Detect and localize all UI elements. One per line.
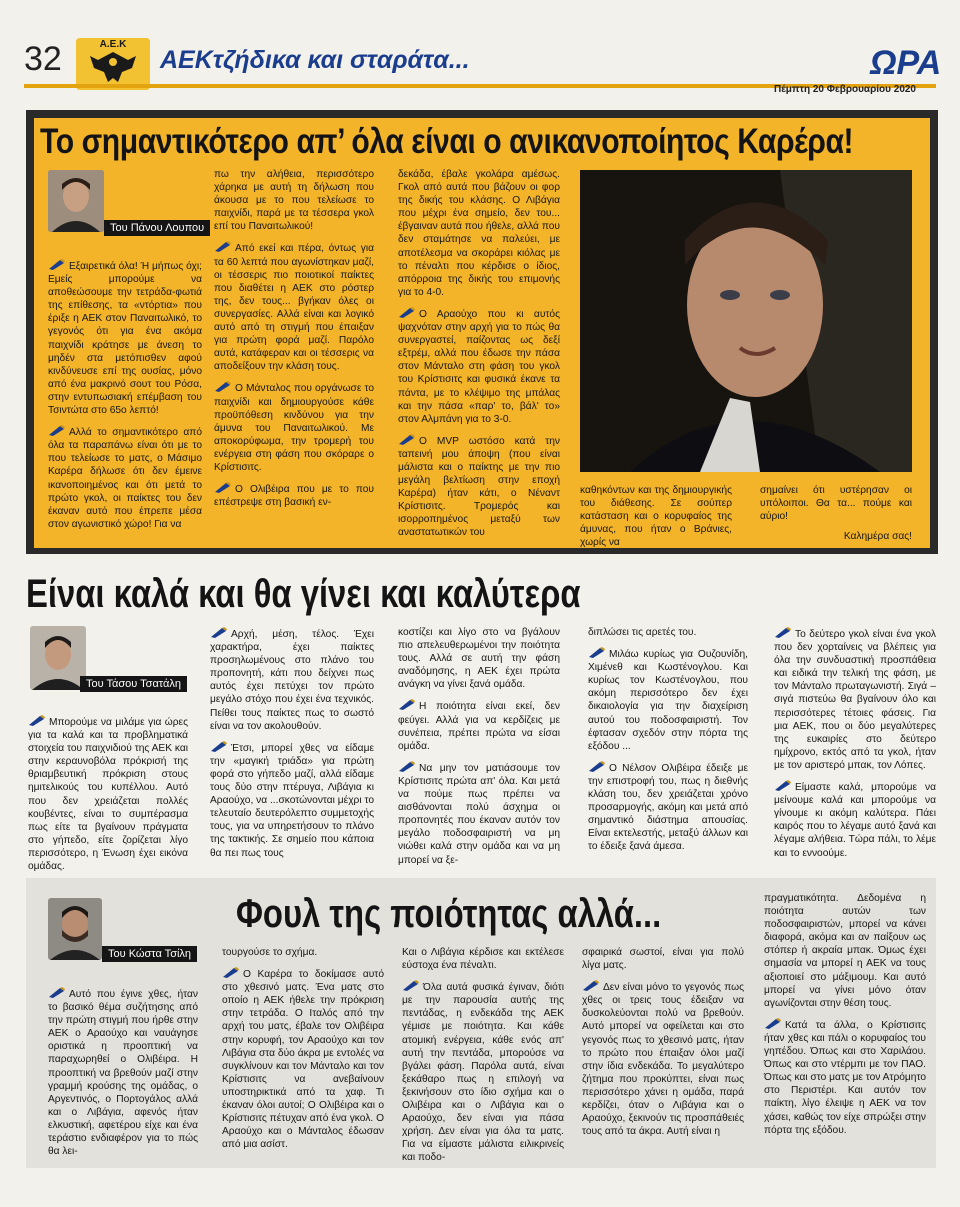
pen-bullet-icon — [210, 740, 228, 752]
paragraph: Εξαιρετικά όλα! Ή μήπως όχι; Εμείς μπορούμε να αποθεώσουμε την τετράδα-φωτιά της επίθεσης, τα «ντόρτια» που έριξε η ΑΕΚ στον Παναιτωλικό, το γεγονός ότι για ένα ακόμα παιχνίδι κράτησε με άνεση το μηδέν στα μετόπισθεν αφού κινδύνευσε επί της ουσίας, μόνο από ένα μακρινό σουτ του Ρόσα, στην εντυπωσιακή επέμβαση του Τσιντώτα στο 65ο λεπτό! — [48, 258, 202, 417]
paragraph: Ο MVP ωστόσο κατά την ταπεινή μου άποψη (που είναι μάλιστα και ο παίκτης με την πιο μεγάλη βελτίωση στην εποχή Καρέρα) ήταν κάτι, ο Νέναντ Κρίστισιτς. Τρομερός και ισορροπημένος μεταξύ των αναστατωτικών του — [398, 433, 560, 540]
pen-bullet-icon — [402, 979, 420, 991]
paragraph: Ο Καρέρα το δοκίμασε αυτό στο χθεσινό ματς. Ένα ματς στο οποίο η ΑΕΚ ήθελε την πρόκριση στην τετράδα. Ο Ιταλός από την αρχή του ματς, έβαλε τον Ολιβέιρα στην κορυφή, τον Αραούχο και τον Λιβάγια στα δύο άκρα με εντολές να συγκλίνουν και τον Μάνταλο και τον Κρίστισιτς να ανεβαίνουν υποστηρικτικά από τα χαφ. Τι έκαναν όλοι αυτοί; Ο Ολιβέιρα και ο Κρίστισιτς πέτυχαν από ένα γκολ. Ο Αραούχο και ο Μάνταλος έδωσαν από μια ασίστ. — [222, 966, 384, 1151]
article2-column-2 — [210, 626, 374, 867]
article2-column-1 — [28, 714, 188, 880]
pen-bullet-icon — [398, 306, 416, 318]
pen-bullet-icon — [398, 698, 416, 710]
article3-headline: Φουλ της ποιότητας αλλά... — [236, 892, 662, 936]
paragraph: Η ποιότητα είναι εκεί, δεν φεύγει. Αλλά για να κερδίζεις με συνέπεια, πρέπει πρώτα να είσαι ομάδα. — [398, 698, 560, 752]
section-title: ΑΕΚτζήδικα και σταράτα... — [160, 46, 470, 74]
article1-column-5 — [760, 484, 912, 550]
paragraph: διπλώσει τις αρετές του. — [588, 627, 697, 638]
paragraph: Μπορούμε να μιλάμε για ώρες για τα καλά και τα προβληματικά στοιχεία του παιχνιδιού της ΑΕΚ και στην κεραυνοβόλα πρόκρισή της θριαμβευτική πρόκριση στους ημιτελικούς του κυπέλλου. Αυτό που δεν χρειάζεται πολλές κουβέντες, είναι το συμπέρασμα πως είτε τα βγαίνουν πράγματα στο γήπεδο, είτε ζορίζεται λίγο περισσότερο, η Ένωση έχει εικόνα ομάδας. — [28, 714, 188, 873]
pen-bullet-icon — [398, 433, 416, 445]
paragraph: Ο Μάνταλος που οργάνωσε το παιχνίδι και δημιουργούσε κάθε προϋπόθεση κινδύνου για την άμυνα του Παναιτωλικού. Με αποκορύφωμα, την τρομερή του ενέργεια στη φάση που σκόραρε ο Κρίστισιτς. — [214, 380, 374, 474]
article2-column-3 — [398, 626, 560, 874]
pen-bullet-icon — [214, 240, 232, 252]
article2-column-4 — [588, 626, 748, 861]
author-photo-loupou — [48, 170, 104, 232]
paragraph: Είμαστε καλά, μπορούμε να μείνουμε καλά και μπορούμε να γίνουμε κι ακόμη καλύτερα. Πάει καιρός που το λέγαμε αυτό ξανά και λέγαμε αλήθεια. Τώρα πάλι, το λέμε και το εννοούμε. — [774, 779, 936, 860]
paragraph: Και ο Λιβάγια κέρδισε και εκτέλεσε εύστοχα ένα πέναλτι. — [402, 947, 564, 972]
issue-date: Πέμπτη 20 Φεβρουαρίου 2020 — [774, 84, 916, 95]
pen-bullet-icon — [214, 481, 232, 493]
article3-column-4 — [582, 946, 744, 1145]
paragraph: τουργούσε το σχήμα. — [222, 947, 318, 958]
pen-bullet-icon — [48, 986, 66, 998]
coach-photo — [580, 170, 912, 472]
author-byline: Του Πάνου Λουπου — [104, 220, 210, 236]
paragraph: Ο Νέλσον Ολιβέιρα έδειξε με την επιστροφή του, πως η διεθνής κλάση του, δεν χρειάζεται χρόνο προσαρμογής, ακόμη και μετά από σημαντικό διάστημα απουσίας. Είναι εκτελεστής, μεταξύ άλλων και το έδειξε ξανά άμεσα. — [588, 760, 748, 854]
pen-bullet-icon — [222, 966, 240, 978]
pen-bullet-icon — [588, 646, 606, 658]
paragraph: Μιλάω κυρίως για Ουζουνίδη, Χιμένεθ και Κωστένογλου. Και κυρίως τον Κωστένογλου, που ακόμη περισσότερο δεν έχει δικαιολογία για την διαχείριση αυτού του ποδοσφαιριστή. Τον έφτασαν σχεδόν στην πόρτα της εξόδου ... — [588, 646, 748, 753]
paragraph: κοστίζει και λίγο στο να βγάλουν πιο απελευθερωμένοι την ποιότητα τους. Αλλά σε αυτή την φάση αναδόμησης, η ΑΕΚ έχει πρώτα ανάγκη να γίνει ξανά ομάδα. — [398, 627, 560, 691]
article1-column-3 — [398, 168, 560, 547]
author-photo-tsili — [48, 898, 102, 960]
pen-bullet-icon — [764, 1017, 782, 1029]
article2-column-5 — [774, 626, 936, 867]
pen-bullet-icon — [48, 258, 66, 270]
pen-bullet-icon — [210, 626, 228, 638]
author-byline: Του Τάσου Τσατάλη — [80, 676, 187, 692]
pen-bullet-icon — [398, 760, 416, 772]
article3-column-1 — [48, 986, 198, 1165]
paragraph: Ο Αραούχο που κι αυτός ψαχνόταν στην αρχή για το πώς θα συνεργαστεί, παίζοντας ως δεξί εξτρέμ, αλλά που έδωσε την πάσα στον Μάνταλο στη φάση του γκολ του Κρίστισιτς και φυσικά έκανε τα πάντα, με το κλέψιμο της μπάλας και την πάσα «παρ' το, βάλ' το» στον Αλμπάνη για το 3-0. — [398, 306, 560, 426]
article1-column-1 — [48, 258, 202, 538]
pen-bullet-icon — [582, 979, 600, 991]
aek-logo — [76, 38, 150, 90]
pen-bullet-icon — [214, 380, 232, 392]
paragraph: Να μην τον ματιάσουμε τον Κρίστισιτς πρώτα απ' όλα. Και μετά να πούμε πως πρέπει να αισθάνονται πολύ άσχημα οι προπονητές που έκαναν αυτόν τον μεγάλο ποδοσφαιριστή να μη νιώθει καλά στην ομάδα και να μη μπορεί να ξε- — [398, 760, 560, 867]
paragraph: Από εκεί και πέρα, όντως για τα 60 λεπτά που αγωνίστηκαν μαζί, οι τέσσερις πιο ποιοτικοί παίκτες που διαθέτει η ΑΕΚ στο ρόστερ της, δεν τους... βγήκαν όλες οι συνεργασίες. Αλλά είναι και λογικό αυτό από τη στιγμή που έπαιξαν για πρώτη φορά μαζί. Παρόλο αυτά, κατάφεραν και οι τέσσερις να αποδείξουν την κλάση τους. — [214, 240, 374, 373]
pen-bullet-icon — [28, 714, 46, 726]
paragraph: Το δεύτερο γκολ είναι ένα γκολ που δεν χορταίνεις να βλέπεις για όλα την συνδυαστική προσπάθεια και ειδικά την τελική της φάση, με τον Μάνταλο πρωταγωνιστή. Σιγά – σιγά πιστεύω θα βγαίνουν όλο και περισσότερες τέτοιες φάσεις. Για μια ΑΕΚ, που οι δύο μεγαλύτερες της ευκαιρίες στο δεύτερο ημίχρονο, εκτός από τα γκολ, ήταν με τον αριστερό μπακ, τον Λόπες. — [774, 626, 936, 772]
article1-column-4 — [580, 484, 732, 556]
author-photo-tsatali — [30, 626, 86, 690]
page-number: 32 — [24, 40, 62, 78]
pen-bullet-icon — [48, 424, 66, 436]
paragraph: Αυτό που έγινε χθες, ήταν το βασικό θέμα συζήτησης από την πρώτη στιγμή που ήρθε στην ΑΕΚ ο Αραούχο και ναυάγησε οριστικά η προοπτική να παραχωρηθεί ο Ολιβέιρα. Η προοπτική να βρεθούν μαζί στην γραμμή κρούσης της ομάδας, ο Αργεντινός, ο Πορτογάλος αλλά και ο Λιβάγια, αφενός ήταν ελκυστική, αφετέρου είχε και ένα τεράστιο ενδιαφέρον για το πώς θα λει- — [48, 986, 198, 1158]
paragraph: Όλα αυτά φυσικά έγιναν, διότι με την παρουσία αυτής της πεντάδας, η ενδεκάδα της ΑΕΚ γέμισε με ποιότητα. Και κάθε ατομική ενέργεια, κάθε ενός απ' αυτή την πεντάδα, μπορούσε να βγάλει φάση. Παρόλα αυτά, είναι ξεκάθαρο πως η επιλογή να ξεκινήσουν στο ίδιο σχήμα και ο Ολιβέιρα και ο Λιβάγια και ο Αραούχο, δεν είναι για πάσα χρήση. Δεν είναι για όλα τα ματς. Για να είμαστε μάλιστα ειλικρινείς και ποδο- — [402, 979, 564, 1164]
article3-column-2 — [222, 946, 384, 1158]
paragraph: Δεν είναι μόνο το γεγονός πως χθες οι τρεις τους έδειξαν να δυσκολεύονται πολύ να βρεθούν. Αυτό μπορεί να οφείλεται και στο γεγονός πως το χθεσινό ματς, ήταν το πρώτο που έπαιξαν όλοι μαζί στην ίδια ενδεκάδα. Το μεγαλύτερο ζήτημα που προκύπτει, είναι πως περισσότερο χάνει η ομάδα, παρά κερδίζει, όταν ο Λιβάγια και ο Αραούχο, ξεκινούν τις προσπάθειές τους από τα άκρα. Αυτή είναι η — [582, 979, 744, 1138]
article3-column-5 — [764, 892, 926, 1144]
pen-bullet-icon — [774, 626, 792, 638]
pen-bullet-icon — [774, 779, 792, 791]
article1-column-2 — [214, 168, 374, 516]
paragraph: Αρχή, μέση, τέλος. Έχει χαρακτήρα, έχει παίκτες προσηλωμένους στο πλάνο του προπονητή, κάτι που δείχνει πως αυτός έχει πετύχει τον πρώτο μεγάλο στόχο που έχει ένα τεχνικός. Πείθει τους παίκτες πως το σωστό είναι να τον ακολουθούν. — [210, 626, 374, 733]
paragraph: πω την αλήθεια, περισσότερο χάρηκα με αυτή τη δήλωση που άκουσα με το που τελείωσε το παιχνίδι, παρά με τα τέσσερα γκολ επί του Παναιτωλικού! — [214, 169, 374, 233]
logo-text: Α.Ε.Κ — [99, 39, 127, 50]
signoff: Καλημέρα σας! — [843, 531, 912, 543]
author-byline: Του Κώστα Τσίλη — [102, 946, 197, 962]
paragraph: Ο Ολιβέιρα που με το που επέστρεψε στη βασική εν- — [214, 481, 374, 509]
article2-headline: Είναι καλά και θα γίνει και καλύτερα — [26, 572, 581, 616]
paragraph: πραγματικότητα. Δεδομένα η ποιότητα αυτών των ποδοσφαιριστών, μπορεί να κάνει διαφορά, ακόμα και αν παίξουν ως στόπερ ή ακραία μπακ. Όμως έχει σημασία να μπορεί η ΑΕΚ να τους αξιοποιεί στο μάξιμουμ. Και αυτό μπορεί να γίνει μόνο όταν αγωνίζονται στην θέση τους. — [764, 893, 926, 1009]
pen-bullet-icon — [588, 760, 606, 772]
paragraph: σφαιρικά σωστοί, είναι για πολύ λίγα ματς. — [582, 947, 744, 972]
article3-column-3 — [402, 946, 564, 1172]
paragraph: δεκάδα, έβαλε γκολάρα αμέσως. Γκολ από αυτά που βάζουν οι φορ της δικής του κλάσης. Ο Λιβάγια που μέχρι ένα σημείο, δεν του... έβγαιναν αυτά που ήθελε, αλλά που δεν σταμάτησε να παλεύει, με αποτέλεσμα να σκοράρει κιόλας με το πέναλτι που κέρδισε ο ίδιος, απόρροια της δικής του επιμονής για το 4-0. — [398, 169, 560, 298]
paragraph: καθηκόντων και της δημιουργικής του διάθεσης. Σε σούπερ κατάσταση και ο κορυφαίος της άμυνας, που ήταν ο Βράνιες, χωρίς να — [580, 485, 732, 549]
paragraph: Αλλά το σημαντικότερο από όλα τα παραπάνω είναι ότι με το που τελείωσε το ματς, ο Μάσιμο Καρέρα δήλωσε ότι δεν έμεινε ικανοποιημένος και ότι μετά το πρώτο γκολ, οι παίκτες του δεν έκαναν αυτό που έπρεπε μέσα στον αγωνιστικό χώρο! Για να — [48, 424, 202, 531]
paragraph: Κατά τα άλλα, ο Κρίστισιτς ήταν χθες και πάλι ο κορυφαίος του γηπέδου. Όπως και στο Χαριλάου. Όπως και στο ντέρμπι με τον ΠΑΟ. Όπως και στο ματς με τον Ατρόμητο στο Περιστέρι. Και αυτόν τον παίκτη, λίγο έλειψε η ΑΕΚ να τον χάσει, καθώς τον είχε σπρώξει στην πόρτα της εξόδου. — [764, 1017, 926, 1137]
brand-logo: ΩΡΑ — [870, 44, 942, 82]
article1-headline: Το σημαντικότερο απ’ όλα είναι ο ανικανοποίητος Καρέρα! — [40, 122, 854, 161]
paragraph: σημαίνει ότι υστέρησαν οι υπόλοιποι. Θα τα... πούμε και αύριο! — [760, 485, 912, 523]
paragraph: Έτσι, μπορεί χθες να είδαμε την «μαγική τριάδα» για πρώτη φορά στο γήπεδο μαζί, αλλά είδαμε τους δύο στην πτέρυγα, Λιβάγια κι Αραούχο, να ...σκοτώνονται μέχρι το τελευταίο δευτερόλεπτο συμμετοχής τους, για να υπηρετήσουν το πλάνο της τακτικής. Σε σημείο που κάποια θα πει πως τους — [210, 740, 374, 860]
